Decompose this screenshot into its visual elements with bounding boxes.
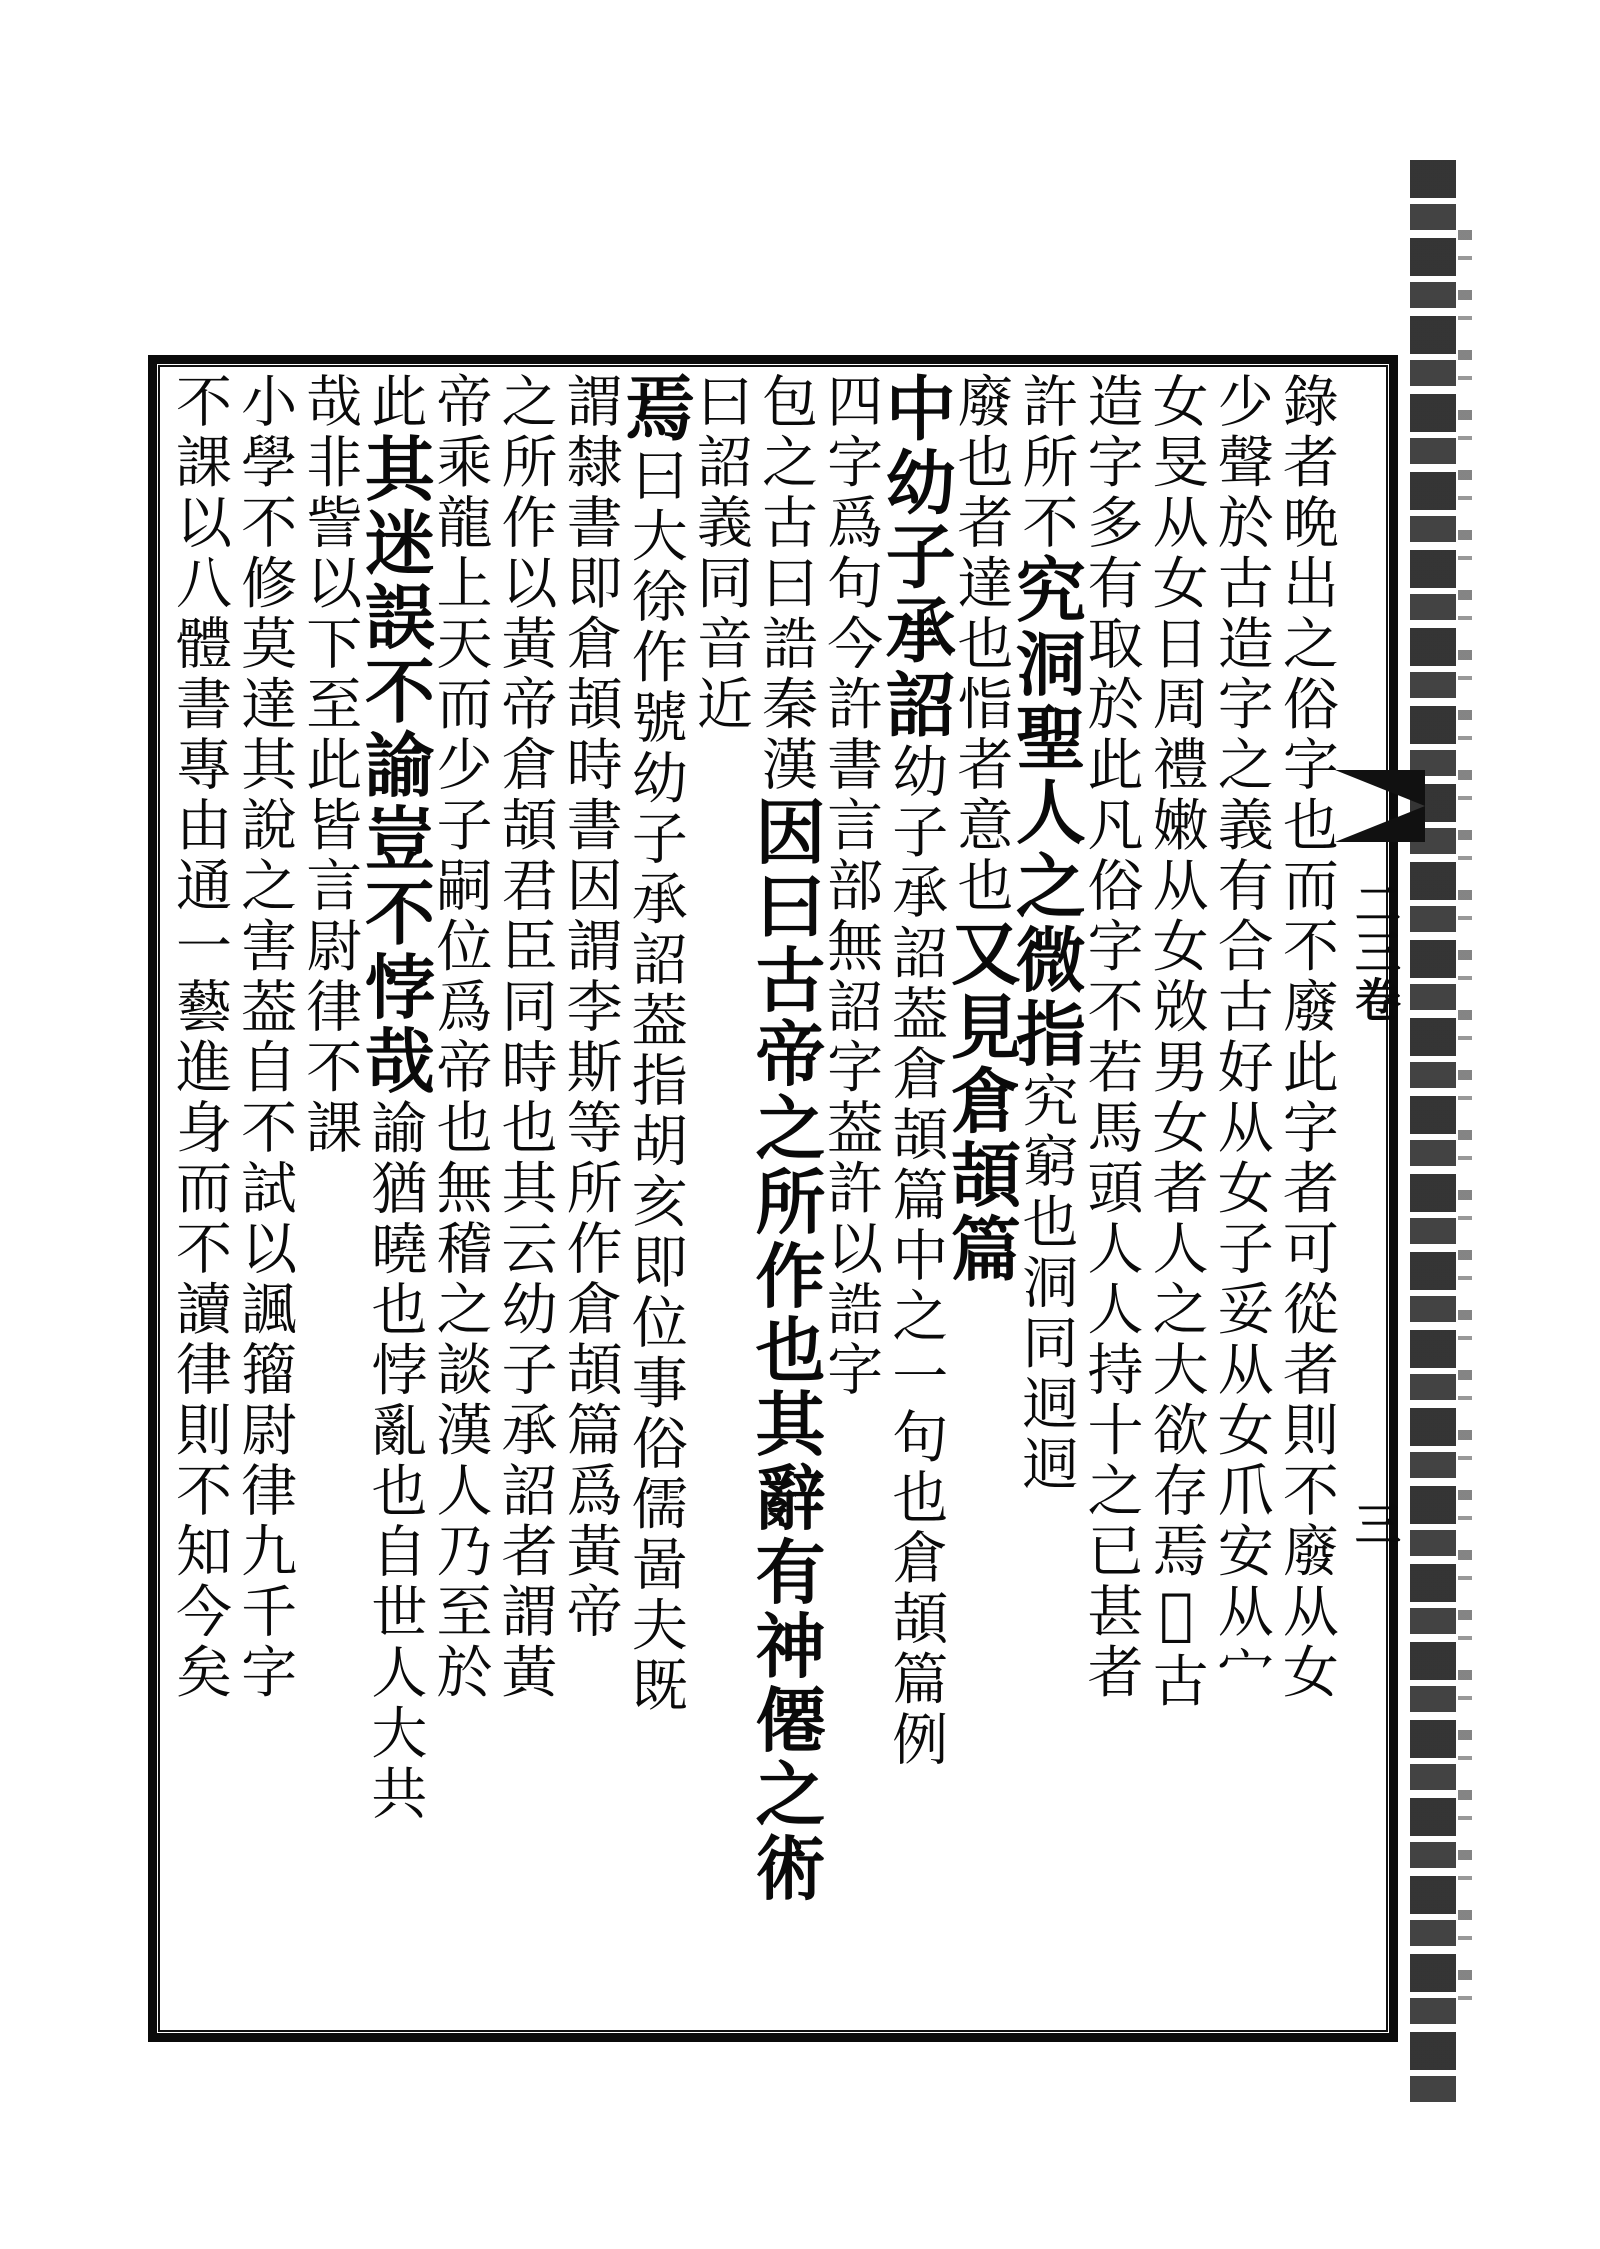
commentary-text-segment: 錄者晩出之俗字也而不廢此字者可從者則不廢从女 — [1273, 372, 1339, 1703]
commentary-text-segment: 不課以八體書專由通一藝進身而不讀律則不知今矣 — [167, 372, 232, 1703]
commentary-text-segment: 少聲於古造字之義有合古好从女子妥从女爪安从宀 — [1208, 372, 1274, 1703]
commentary-text-segment: 女旻从女日周禮嫩从女敚男女者人之大欲存焉𢽳古 — [1143, 372, 1209, 1712]
main-text-segment: 焉 — [613, 372, 697, 446]
commentary-text-segment: 諭猶曉也悖亂也自世人大共 — [362, 1098, 428, 1825]
commentary-text-segment: 之所作以黃帝倉頡君臣同時也其云幼子承詔者謂黃 — [492, 372, 558, 1703]
fold-edge-ink — [1410, 160, 1456, 2110]
text-column — [557, 372, 623, 2032]
commentary-text-segment: 包之古曰誥秦漢 — [752, 372, 818, 796]
main-text-segment: 又見倉頡篇 — [939, 916, 1023, 1287]
commentary-text-segment: 此 — [362, 372, 428, 433]
text-column — [232, 372, 298, 2032]
commentary-text-segment: 幼子承詔葢倉頡篇中之一句也倉頡篇例 — [883, 742, 949, 1771]
commentary-text-segment: 小學不修莫達其說之害葢自不試以諷籀尉律九千字 — [232, 372, 298, 1703]
fishtail-mark-icon — [1335, 770, 1425, 842]
text-column — [613, 372, 697, 2032]
commentary-text-segment: 謂隸書即倉頡時書因謂李斯等所作倉頡篇爲黃帝 — [557, 372, 623, 1643]
text-column — [1143, 372, 1209, 2032]
text-column — [743, 372, 827, 2032]
text-column — [353, 372, 437, 2032]
text-column — [1208, 372, 1274, 2032]
main-text-segment: 其迷誤不諭豈不悖哉 — [353, 432, 437, 1099]
text-column — [492, 372, 558, 2032]
commentary-text-segment: 哉 — [297, 372, 363, 433]
main-text-segment: 究洞聖人之微指 — [1004, 553, 1088, 1072]
commentary-text-segment: 許所不 — [1013, 372, 1079, 554]
commentary-text-segment: 究窮也洞同迵迵 — [1013, 1071, 1079, 1495]
text-column — [1078, 372, 1144, 2032]
main-text-segment: 因曰古帝之所作也其辭有神僊之術 — [743, 795, 827, 1906]
text-column — [1273, 372, 1339, 2032]
commentary-text-segment: 四字爲句今許書言部無詔字葢許以誥字 — [818, 372, 884, 1401]
fold-edge-ink-secondary — [1458, 230, 1472, 2030]
commentary-text-segment: 非訾以下至此皆言尉律不課 — [297, 432, 363, 1159]
text-column — [427, 372, 493, 2032]
commentary-text-segment: 帝乘龍上天而少子嗣位爲帝也無稽之談漢人乃至於 — [427, 372, 493, 1703]
commentary-text-segment: 曰詔義同音近 — [687, 372, 753, 735]
commentary-text-segment: 曰大徐作號幼子承詔葢指胡亥即位事俗儒啚夫既 — [622, 446, 688, 1717]
text-column — [874, 372, 958, 2032]
text-column — [939, 372, 1023, 2032]
text-columns — [167, 372, 1339, 2032]
text-column — [167, 372, 232, 2032]
main-text-segment: 中幼子承詔 — [874, 372, 958, 742]
chapter-label: 二三卷 — [1348, 880, 1402, 1024]
text-column — [1004, 372, 1088, 2032]
commentary-text-segment: 者達也恉者意也 — [948, 493, 1014, 917]
commentary-text-segment: 廢也 — [948, 372, 1014, 493]
text-column — [687, 372, 753, 2032]
commentary-text-segment: 造字多有取於此凡俗字不若馬頭人人持十之已甚者 — [1078, 372, 1144, 1703]
page-number: 三 — [1348, 1500, 1402, 1546]
text-column — [818, 372, 884, 2032]
text-column — [297, 372, 363, 2032]
